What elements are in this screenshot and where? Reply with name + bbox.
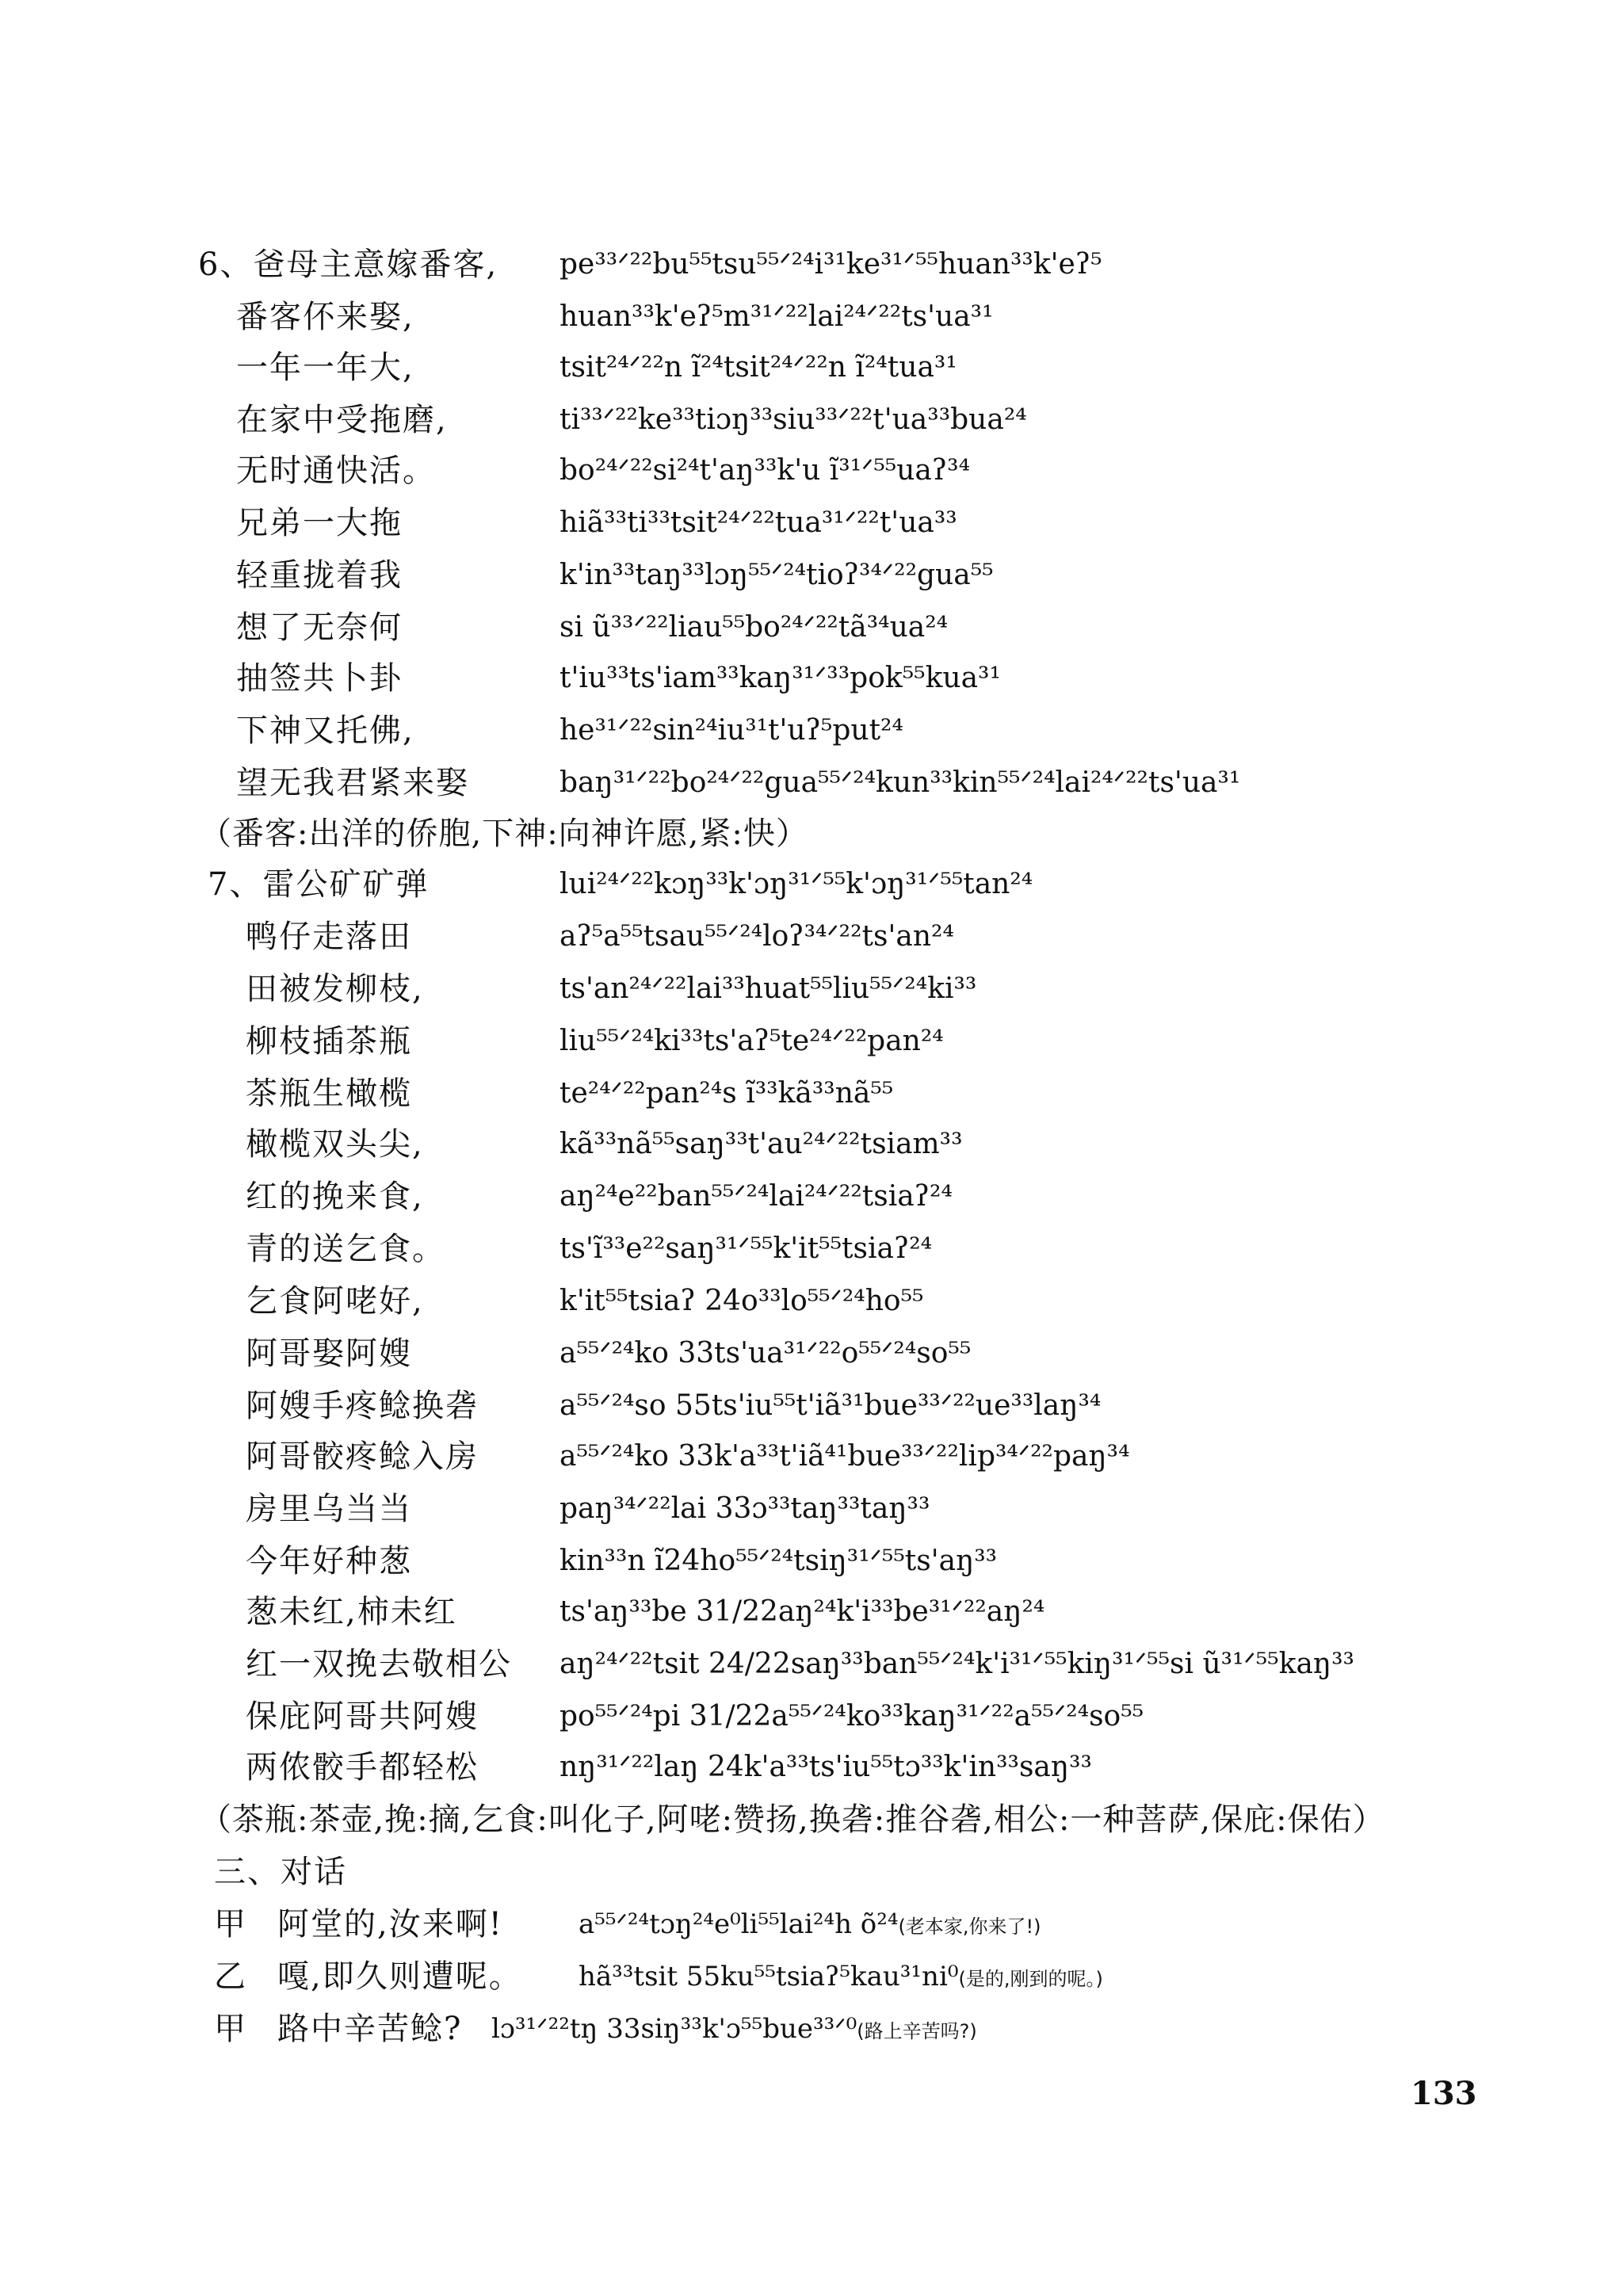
verse-romanization: po⁵⁵ᐟ²⁴pi 31/22a⁵⁵ᐟ²⁴ko³³kaŋ³¹ᐟ²²a⁵⁵ᐟ²⁴so⁵⁵	[559, 1700, 1144, 1733]
verse-chinese: 红的挽来食,	[246, 1179, 424, 1215]
verse-line	[0, 965, 1623, 1013]
verse-romanization: paŋ³⁴ᐟ²²lai 33ɔ³³taŋ³³taŋ³³	[559, 1492, 930, 1525]
verse-chinese: 橄榄双头尖,	[246, 1126, 424, 1163]
verse-chinese: 无时通快活。	[236, 453, 436, 489]
verse-romanization: aŋ²⁴ᐟ²²tsit 24/22saŋ³³ban⁵⁵ᐟ²⁴k'i³¹ᐟ⁵⁵kiŋ³¹ᐟ⁵⁵si ũ³¹ᐟ⁵⁵kaŋ³³	[559, 1648, 1354, 1680]
verse-chinese: 一年一年大,	[236, 350, 414, 386]
verse-line	[0, 552, 1623, 599]
verse-chinese: 红一双挽去敬相公	[246, 1646, 512, 1683]
verse-romanization: t'iu³³ts'iam³³kaŋ³¹ᐟ³³pok⁵⁵kua³¹	[559, 662, 1001, 694]
verse-romanization: liu⁵⁵ᐟ²⁴ki³³ts'aʔ⁵te²⁴ᐟ²²pan²⁴	[559, 1025, 944, 1057]
verse-romanization: ti³³ᐟ²²ke³³tiɔŋ³³siu³³ᐟ²²t'ua³³bua²⁴	[559, 403, 1027, 436]
verse-line	[0, 1744, 1623, 1791]
verse-line	[0, 1121, 1623, 1168]
verse-line	[0, 344, 1623, 392]
verse-line	[0, 396, 1623, 444]
dialogue-chinese: 嘎,即久则遭呢。	[277, 1958, 522, 1995]
verse-line	[0, 1433, 1623, 1480]
verse-chinese: 番客伓来娶,	[236, 299, 414, 335]
verse-line	[0, 1485, 1623, 1533]
dialogue-romanization: a⁵⁵ᐟ²⁴tɔŋ²⁴e⁰li⁵⁵lai²⁴h õ²⁴(老本家,你来了!)	[579, 1908, 1041, 1940]
verse-romanization: huan³³k'eʔ⁵m³¹ᐟ²²lai²⁴ᐟ²²ts'ua³¹	[559, 300, 994, 333]
section-heading: 三、对话	[214, 1854, 347, 1890]
verse-romanization: baŋ³¹ᐟ²²bo²⁴ᐟ²²gua⁵⁵ᐟ²⁴kun³³kin⁵⁵ᐟ²⁴lai²⁴ᐟ²²ts'ua³¹	[559, 766, 1241, 799]
dialogue-chinese: 路中辛苦鲶?	[277, 2011, 463, 2047]
verse-chinese: 青的送乞食。	[246, 1231, 445, 1267]
dialogue-romanization: lɔ³¹ᐟ²²tŋ 33siŋ³³k'ɔ⁵⁵bue³³ᐟ⁰(路上辛苦吗?)	[491, 2013, 977, 2045]
verse-line	[0, 913, 1623, 961]
verse-chinese: 抽签共卜卦	[236, 660, 403, 697]
verse-chinese: 6、爸母主意嫁番客,	[198, 246, 498, 283]
verse-romanization: ts'ĩ³³e²²saŋ³¹ᐟ⁵⁵k'it⁵⁵tsiaʔ²⁴	[559, 1232, 933, 1265]
verse-line	[0, 293, 1623, 341]
verse-chinese: 保庇阿哥共阿嫂	[246, 1698, 479, 1735]
verse-line	[0, 241, 1623, 288]
verse-line	[0, 604, 1623, 651]
verse-chinese: 阿哥骹疼鲶入房	[246, 1438, 479, 1475]
verse-romanization: he³¹ᐟ²²sin²⁴iu³¹t'uʔ⁵put²⁴	[559, 714, 903, 747]
glossary-note: （茶瓶:茶壶,挽:摘,乞食:叫化子,阿咾:赞扬,换砻:推谷砻,相公:一种菩萨,保庇:保佑）	[200, 1801, 1385, 1838]
speaker-label: 甲	[214, 1906, 246, 1943]
dialogue-gloss: (老本家,你来了!)	[898, 1916, 1041, 1938]
glossary-note: （番客:出洋的侨胞,下神:向神许愿,紧:快）	[200, 816, 808, 852]
verse-romanization: aʔ⁵a⁵⁵tsau⁵⁵ᐟ²⁴loʔ³⁴ᐟ²²ts'an²⁴	[559, 920, 954, 953]
verse-line	[0, 1225, 1623, 1273]
page-number: 133	[1411, 2075, 1477, 2112]
verse-romanization: nŋ³¹ᐟ²²laŋ 24k'a³³ts'iu⁵⁵tɔ³³k'in³³saŋ³³	[559, 1751, 1092, 1783]
verse-chinese: 7、雷公矿矿弹	[208, 866, 430, 903]
verse-chinese: 阿嫂手疼鲶换砻	[246, 1388, 479, 1424]
verse-line	[0, 499, 1623, 547]
verse-romanization: k'in³³taŋ³³lɔŋ⁵⁵ᐟ²⁴tioʔ³⁴ᐟ²²gua⁵⁵	[559, 559, 994, 591]
verse-romanization: aŋ²⁴e²²ban⁵⁵ᐟ²⁴lai²⁴ᐟ²²tsiaʔ²⁴	[559, 1180, 953, 1213]
verse-romanization: ts'an²⁴ᐟ²²lai³³huat⁵⁵liu⁵⁵ᐟ²⁴ki³³	[559, 972, 977, 1005]
verse-line	[0, 655, 1623, 702]
verse-romanization: tsit²⁴ᐟ²²n ĩ²⁴tsit²⁴ᐟ²²n ĩ²⁴tua³¹	[559, 351, 957, 384]
verse-chinese: 下神又托佛,	[236, 712, 414, 749]
verse-line	[0, 707, 1623, 755]
dialogue-gloss: (路上辛苦吗?)	[857, 2020, 977, 2042]
dialogue-line	[214, 1953, 1623, 2000]
verse-chinese: 田被发柳枝,	[246, 971, 424, 1007]
verse-chinese: 兄弟一大拖	[236, 505, 403, 541]
verse-chinese: 今年好种葱	[246, 1543, 412, 1580]
verse-line	[0, 447, 1623, 495]
verse-chinese: 葱未红,柿未红	[246, 1594, 457, 1630]
verse-chinese: 在家中受拖磨,	[236, 402, 448, 438]
verse-line	[0, 1693, 1623, 1740]
verse-romanization: k'it⁵⁵tsiaʔ 24o³³lo⁵⁵ᐟ²⁴ho⁵⁵	[559, 1285, 924, 1317]
verse-line	[0, 1382, 1623, 1430]
verse-line	[0, 1641, 1623, 1688]
verse-line	[0, 1070, 1623, 1117]
dialogue-romanization: hã³³tsit 55ku⁵⁵tsiaʔ⁵kau³¹ni⁰(是的,刚到的呢。)	[579, 1961, 1103, 1992]
verse-romanization: lui²⁴ᐟ²²kɔŋ³³k'ɔŋ³¹ᐟ⁵⁵k'ɔŋ³¹ᐟ⁵⁵tan²⁴	[559, 868, 1033, 900]
verse-line	[0, 861, 1623, 908]
speaker-label: 乙	[214, 1958, 246, 1995]
verse-line	[0, 1278, 1623, 1325]
verse-chinese: 房里乌当当	[246, 1491, 412, 1527]
verse-chinese: 两侬骹手都轻松	[246, 1749, 479, 1786]
verse-chinese: 鸭仔走落田	[246, 919, 412, 955]
verse-chinese: 阿哥娶阿嫂	[246, 1335, 412, 1372]
verse-line	[0, 1173, 1623, 1221]
dialogue-gloss: (是的,刚到的呢。)	[958, 1968, 1103, 1990]
verse-line	[0, 1538, 1623, 1585]
verse-chinese: 想了无奈何	[236, 609, 403, 646]
verse-line	[0, 1018, 1623, 1065]
verse-romanization: si ũ³³ᐟ²²liau⁵⁵bo²⁴ᐟ²²tã³⁴ua²⁴	[559, 611, 949, 644]
verse-romanization: kin³³n ĩ24ho⁵⁵ᐟ²⁴tsiŋ³¹ᐟ⁵⁵ts'aŋ³³	[559, 1545, 998, 1577]
speaker-label: 甲	[214, 2011, 246, 2047]
verse-romanization: pe³³ᐟ²²bu⁵⁵tsu⁵⁵ᐟ²⁴i³¹ke³¹ᐟ⁵⁵huan³³k'eʔ⁵	[559, 248, 1102, 281]
verse-line	[0, 1588, 1623, 1636]
verse-chinese: 望无我君紧来娶	[236, 765, 469, 801]
verse-line	[0, 1330, 1623, 1377]
dialogue-chinese: 阿堂的,汝来啊!	[277, 1906, 503, 1943]
verse-chinese: 轻重拢着我	[236, 557, 403, 594]
verse-chinese: 茶瓶生橄榄	[246, 1075, 412, 1112]
verse-romanization: te²⁴ᐟ²²pan²⁴s ĩ³³kã³³nã⁵⁵	[559, 1077, 894, 1110]
verse-chinese: 乞食阿咾好,	[246, 1283, 424, 1320]
verse-romanization: kã³³nã⁵⁵saŋ³³t'au²⁴ᐟ²²tsiam³³	[559, 1128, 963, 1160]
verse-romanization: a⁵⁵ᐟ²⁴so 55ts'iu⁵⁵t'iã³¹bue³³ᐟ²²ue³³laŋ³⁴	[559, 1389, 1102, 1422]
dialogue-line	[214, 1901, 1623, 1948]
verse-romanization: ts'aŋ³³be 31/22aŋ²⁴k'i³³be³¹ᐟ²²aŋ²⁴	[559, 1595, 1045, 1628]
verse-line	[0, 759, 1623, 807]
dialogue-line	[214, 2005, 1623, 2053]
verse-romanization: hiã³³ti³³tsit²⁴ᐟ²²tua³¹ᐟ²²t'ua³³	[559, 506, 957, 539]
verse-chinese: 柳枝插茶瓶	[246, 1023, 412, 1060]
verse-romanization: bo²⁴ᐟ²²si²⁴t'aŋ³³k'u ĩ³¹ᐟ⁵⁵uaʔ³⁴	[559, 454, 971, 487]
verse-romanization: a⁵⁵ᐟ²⁴ko 33ts'ua³¹ᐟ²²o⁵⁵ᐟ²⁴so⁵⁵	[559, 1337, 972, 1370]
verse-romanization: a⁵⁵ᐟ²⁴ko 33k'a³³t'iã⁴¹bue³³ᐟ²²lip³⁴ᐟ²²paŋ³⁴	[559, 1440, 1130, 1473]
